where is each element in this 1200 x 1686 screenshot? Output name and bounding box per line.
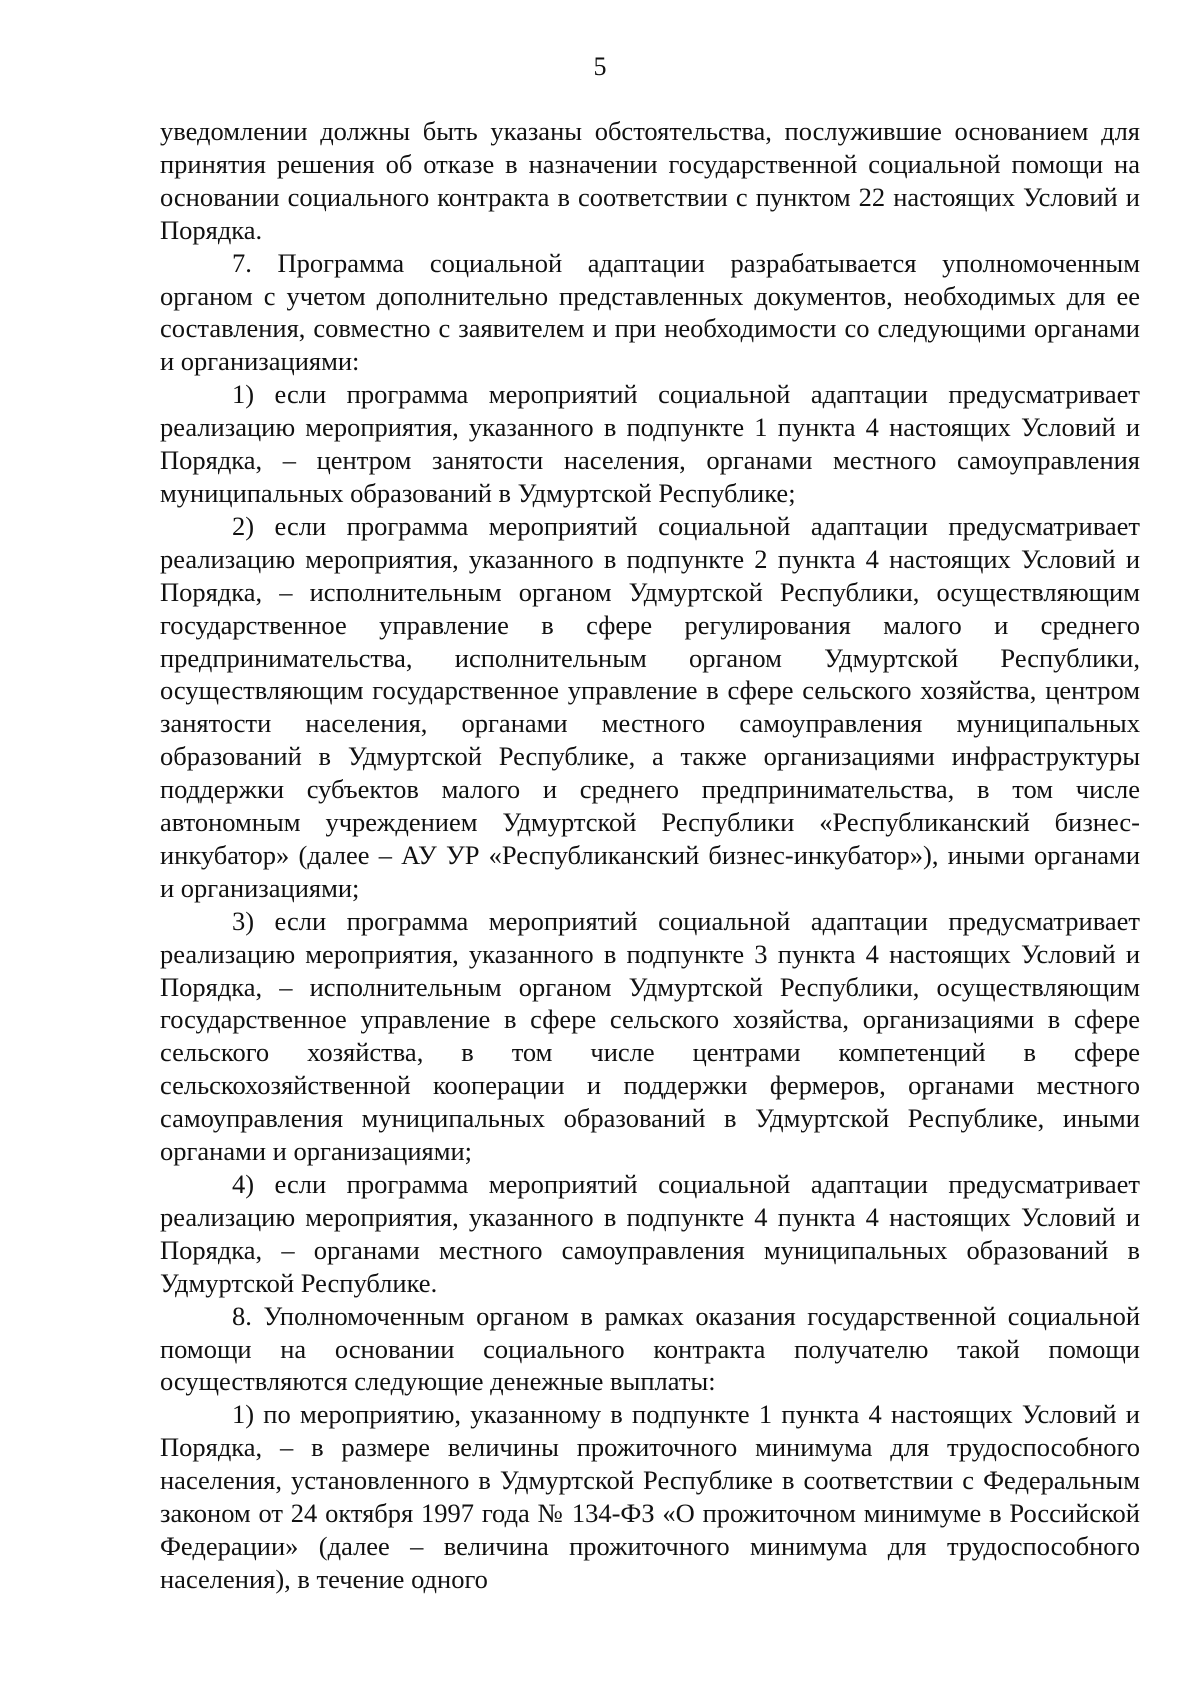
paragraph-subitem-8-1: 1) по мероприятию, указанному в подпункте 1 пункта 4 настоящих Условий и Порядка, – в размере величины прожиточного минимума для трудоспособного населения, установленного в Удмуртской Республике в соответствии с Федеральным законом от 24 октября 1997 года № 134-ФЗ «О прожиточном минимуме в Российской Федерации» (далее – величина прожиточного минимума для трудоспособного населения), в течение одного bbox=[160, 1399, 1140, 1594]
page-number: 5 bbox=[593, 52, 607, 81]
paragraph-subitem-7-4: 4) если программа мероприятий социальной адаптации предусматривает реализацию мероприятия, указанного в подпункте 4 пункта 4 настоящих Условий и Порядка, – органами местного самоуправления муниципальных образований в Удмуртской Республике. bbox=[160, 1169, 1140, 1298]
paragraph-subitem-7-3: 3) если программа мероприятий социальной адаптации предусматривает реализацию мероприятия, указанного в подпункте 3 пункта 4 настоящих Условий и Порядка, – исполнительным органом Удмуртской Республики, осуществляющим государственное управление в сфере сельского хозяйства, организациями в сфере сельского хозяйства, в том числе центрами компетенций в сфере сельскохозяйственной кооперации и поддержки фермеров, органами местного самоуправления муниципальных образований в Удмуртской Республике, иными органами и организациями; bbox=[160, 905, 1140, 1167]
paragraph-subitem-7-2: 2) если программа мероприятий социальной адаптации предусматривает реализацию мероприятия, указанного в подпункте 2 пункта 4 настоящих Условий и Порядка, – исполнительным органом Удмуртской Республики, осуществляющим государственное управление в сфере регулирования малого и среднего предпринимательства, исполнительным органом Удмуртской Республики, осуществляющим государственное управление в сфере сельского хозяйства, центром занятости населения, органами местного самоуправления муниципальных образований в Удмуртской Республике, а также организациями инфраструктуры поддержки субъектов малого и среднего предпринимательства, в том числе автономным учреждением Удмуртской Республики «Республиканский бизнес-инкубатор» (далее – АУ УР «Республиканский бизнес-инкубатор»), иными органами и организациями; bbox=[160, 510, 1140, 903]
paragraph-item-8: 8. Уполномоченным органом в рамках оказания государственной социальной помощи на основании социального контракта получателю такой помощи осуществляются следующие денежные выплаты: bbox=[160, 1300, 1140, 1397]
document-body bbox=[160, 115, 1140, 1596]
paragraph-subitem-7-1: 1) если программа мероприятий социальной адаптации предусматривает реализацию мероприятия, указанного в подпункте 1 пункта 4 настоящих Условий и Порядка, – центром занятости населения, органами местного самоуправления муниципальных образований в Удмуртской Республике; bbox=[160, 379, 1140, 508]
paragraph-item-7: 7. Программа социальной адаптации разрабатывается уполномоченным органом с учетом дополнительно представленных документов, необходимых для ее составления, совместно с заявителем и при необходимости со следующими органами и организациями: bbox=[160, 247, 1140, 377]
paragraph-continuation: уведомлении должны быть указаны обстоятельства, послужившие основанием для принятия решения об отказе в назначении государственной социальной помощи на основании социального контракта в соответствии с пунктом 22 настоящих Условий и Порядка. bbox=[160, 116, 1140, 245]
